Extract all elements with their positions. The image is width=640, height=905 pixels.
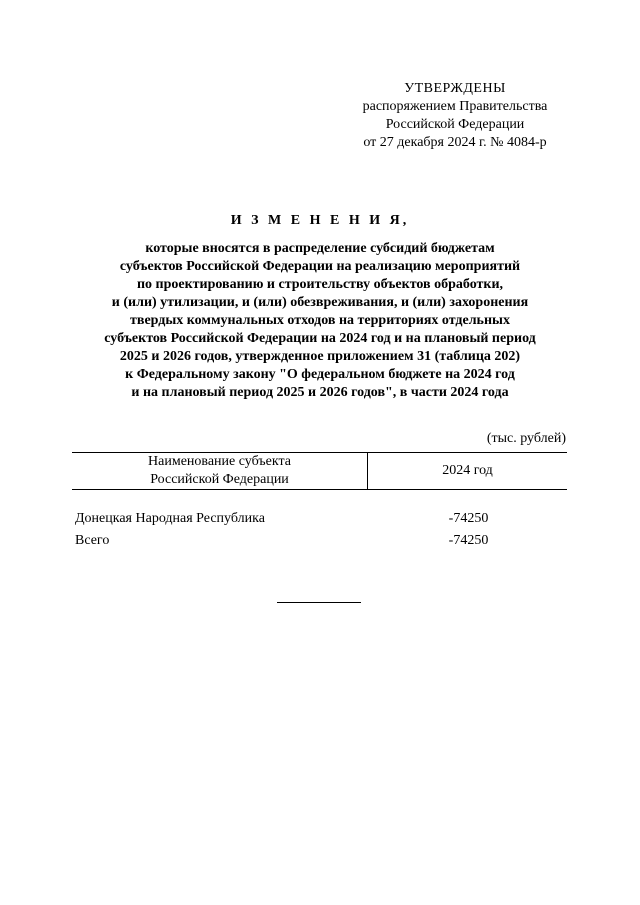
document-title: И З М Е Н Е Н И Я, xyxy=(230,213,410,228)
column-header-subject xyxy=(72,453,368,489)
approval-line-authority: Российской Федерации xyxy=(385,117,525,132)
column-header-subject-line: Российской Федерации xyxy=(150,472,289,487)
subtitle-line: и на плановый период 2025 и 2026 годов", в части 2024 года xyxy=(131,385,509,400)
row-subject-name: Донецкая Народная Республика xyxy=(75,511,265,526)
subtitle-line: по проектированию и строительству объектов обработки, xyxy=(136,277,504,292)
subtitle-line: которые вносятся в распределение субсидий бюджетам xyxy=(145,241,495,256)
row-value: -74250 xyxy=(448,511,489,526)
subtitle-line: 2025 и 2026 годов, утвержденное приложением 31 (таблица 202) xyxy=(119,349,521,364)
row-total-label: Всего xyxy=(75,533,110,548)
approval-block xyxy=(330,80,580,152)
approval-line-decree: распоряжением Правительства xyxy=(362,99,548,114)
table-body xyxy=(72,508,567,552)
subtitle-line: к Федеральному закону "О федеральном бюджете на 2024 год xyxy=(125,367,515,382)
subtitle-line: твердых коммунальных отходов на территориях отдельных xyxy=(130,313,510,328)
table-row xyxy=(72,508,567,530)
row-total-value: -74250 xyxy=(448,533,489,548)
units-label: (тыс. рублей) xyxy=(486,431,566,446)
subtitle-line: и (или) утилизации, и (или) обезвреживания, и (или) захоронения xyxy=(111,295,529,310)
subtitle-line: субъектов Российской Федерации на реализацию мероприятий xyxy=(119,259,521,274)
approval-heading: УТВЕРЖДЕНЫ xyxy=(404,81,506,96)
document-subtitle xyxy=(40,240,600,402)
approval-line-date: от 27 декабря 2024 г. № 4084-р xyxy=(363,135,547,150)
table-row-total xyxy=(72,530,567,552)
end-divider xyxy=(277,602,361,603)
table-header xyxy=(72,452,567,490)
column-header-year: 2024 год xyxy=(442,463,493,478)
subsidy-table xyxy=(72,452,567,552)
subtitle-line: субъектов Российской Федерации на 2024 год и на плановый период xyxy=(104,331,536,346)
column-header-subject-line: Наименование субъекта xyxy=(148,454,291,469)
